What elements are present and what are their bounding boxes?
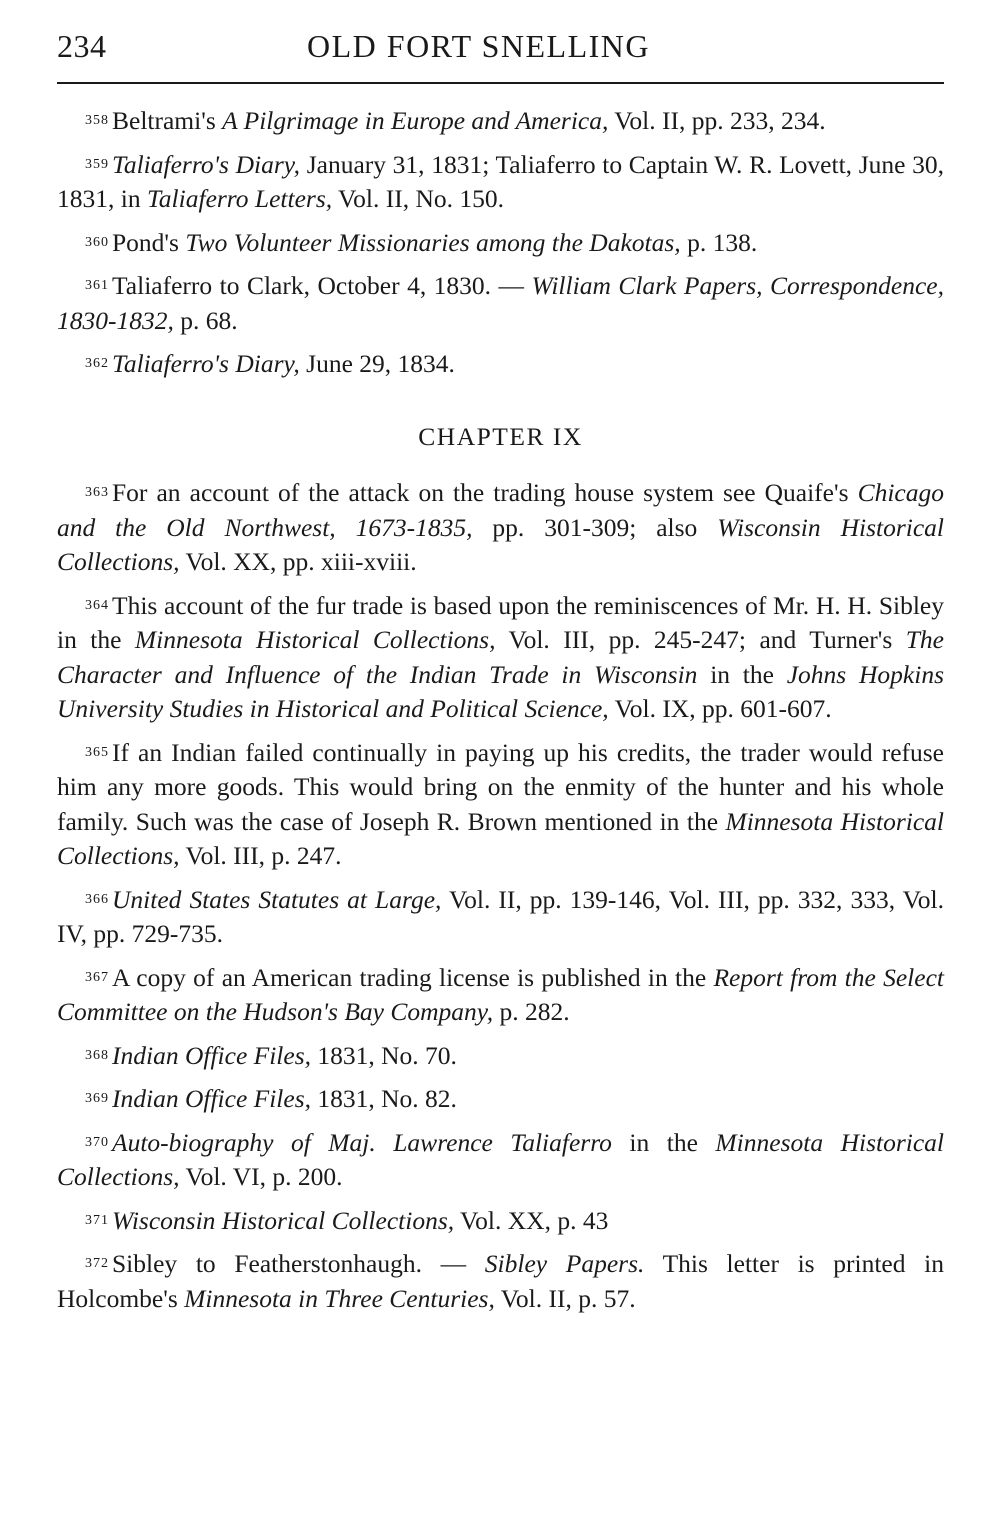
citation-title: Johns Hopkins University Studies in Historical and Political Science, <box>57 659 944 723</box>
page-number: 234 <box>57 28 107 64</box>
citation-title: Taliaferro's Diary, <box>112 149 301 179</box>
endnote-number: 362 <box>85 356 109 371</box>
note-text: This letter is printed in Holcombe's <box>57 1249 944 1313</box>
endnote <box>57 1126 944 1195</box>
endnote <box>57 589 944 727</box>
endnote <box>57 1247 944 1316</box>
note-text: Pond's <box>112 227 186 257</box>
note-text: in the <box>611 1127 716 1157</box>
citation-title: United States Statutes at Large, <box>112 884 442 914</box>
note-text: Vol. XX, p. 43 <box>454 1205 609 1235</box>
endnote-number: 372 <box>85 1256 109 1271</box>
endnote-number: 366 <box>85 891 109 907</box>
endnote <box>57 269 944 338</box>
note-text: Vol. XX, pp. xiii-xviii. <box>179 547 417 576</box>
note-text: This account of the fur trade is based upon the reminiscences of Mr. H. H. Sibley in the <box>57 590 944 654</box>
endnote-number: 363 <box>85 485 109 500</box>
note-text: Vol. II, pp. 139-146, Vol. III, pp. 332, 333, Vol. IV, pp. 729-735. <box>57 884 944 948</box>
citation-title: A Pilgrimage in Europe and America, <box>222 106 609 135</box>
note-text: Taliaferro to Clark, October 4, 1830. — <box>112 271 532 300</box>
notes-before-chapter <box>57 104 944 382</box>
endnote-number: 361 <box>85 278 109 293</box>
endnote-number: 359 <box>85 156 109 172</box>
note-text: p. 138. <box>680 227 758 257</box>
page-header <box>57 28 944 68</box>
citation-title: Minnesota Historical Collections, <box>57 1127 944 1191</box>
endnote-number: 364 <box>85 597 109 613</box>
running-head: OLD FORT SNELLING <box>307 28 650 64</box>
notes-after-chapter <box>57 476 944 1316</box>
note-text: Vol. IX, pp. 601-607. <box>608 694 832 723</box>
endnote <box>57 961 944 1030</box>
endnote <box>57 226 944 261</box>
note-text: Vol. VI, p. 200. <box>179 1162 343 1191</box>
endnotes <box>57 104 944 1325</box>
note-text: Vol. II, p. 57. <box>494 1283 636 1313</box>
note-text: 1831, No. 70. <box>311 1040 457 1070</box>
endnote <box>57 883 944 952</box>
citation-title: Sibley Papers. <box>484 1249 645 1278</box>
note-text: Vol. II, No. 150. <box>332 184 505 213</box>
citation-title: Minnesota in Three Centuries, <box>184 1283 495 1313</box>
note-text: If an Indian failed continually in paying up his credits, the trader would refuse him any more goods. This would bring on the enmity of the hunter and his whole family. Such was the case of Joseph R. Brown mentioned in the <box>57 737 944 836</box>
endnote <box>57 1082 944 1117</box>
endnote-number: 365 <box>85 744 109 760</box>
endnote-number: 358 <box>85 113 109 128</box>
header-rule <box>57 82 944 84</box>
chapter-heading: CHAPTER IX <box>418 421 583 451</box>
note-text: Vol. III, pp. 245-247; and Turner's <box>495 625 906 654</box>
note-text: p. 282. <box>493 997 570 1026</box>
endnote <box>57 1204 944 1239</box>
endnote <box>57 148 944 217</box>
endnote-number: 370 <box>85 1134 109 1150</box>
endnote <box>57 104 944 139</box>
note-text: 1831, No. 82. <box>311 1084 457 1113</box>
citation-title: Auto-biography of Maj. Lawrence Taliaferro <box>112 1127 612 1157</box>
note-text: in the <box>697 659 787 689</box>
citation-title: Taliaferro's Diary, <box>112 349 300 378</box>
citation-title: Report from the Select Committee on the Hudson's Bay Company, <box>57 962 944 1026</box>
note-text: Vol. III, p. 247. <box>179 841 342 870</box>
note-text: For an account of the attack on the trading house system see Quaife's <box>112 478 858 507</box>
note-text: p. 68. <box>173 305 238 335</box>
endnote-number: 371 <box>85 1212 109 1228</box>
citation-title: Taliaferro Letters, <box>146 184 333 213</box>
endnote-number: 360 <box>85 234 109 250</box>
citation-title: Chicago and the Old Northwest, 1673-1835, <box>57 478 944 542</box>
note-text: pp. 301-309; also <box>472 512 718 542</box>
citation-title: The Character and Influence of the Indian Trade in Wisconsin <box>57 625 944 689</box>
endnote-number: 367 <box>85 969 109 985</box>
note-text: June 29, 1834. <box>299 349 455 378</box>
endnote <box>57 476 944 580</box>
endnote <box>57 736 944 874</box>
endnote <box>57 347 944 382</box>
citation-title: Minnesota Historical Collections, <box>57 806 944 870</box>
citation-title: Wisconsin Historical Collections, <box>112 1205 455 1235</box>
citation-title: Wisconsin Historical Collections, <box>57 512 944 576</box>
endnote-number: 369 <box>85 1091 109 1106</box>
citation-title: Indian Office Files, <box>112 1084 311 1113</box>
note-text: A copy of an American trading license is published in the <box>112 962 714 992</box>
citation-title: William Clark Papers, Correspondence, 1830-1832, <box>57 271 944 335</box>
note-text: Vol. II, pp. 233, 234. <box>608 106 826 135</box>
citation-title: Minnesota Historical Collections, <box>134 625 496 654</box>
endnote-number: 368 <box>85 1047 109 1063</box>
citation-title: Two Volunteer Missionaries among the Dakotas, <box>185 227 681 257</box>
citation-title: Indian Office Files, <box>112 1040 311 1070</box>
note-text: January 31, 1831; Taliaferro to Captain W. R. Lovett, June 30, 1831, in <box>57 149 944 213</box>
endnote <box>57 1039 944 1074</box>
note-text: Sibley to Featherstonhaugh. — <box>112 1249 485 1278</box>
note-text: Beltrami's <box>112 106 223 135</box>
